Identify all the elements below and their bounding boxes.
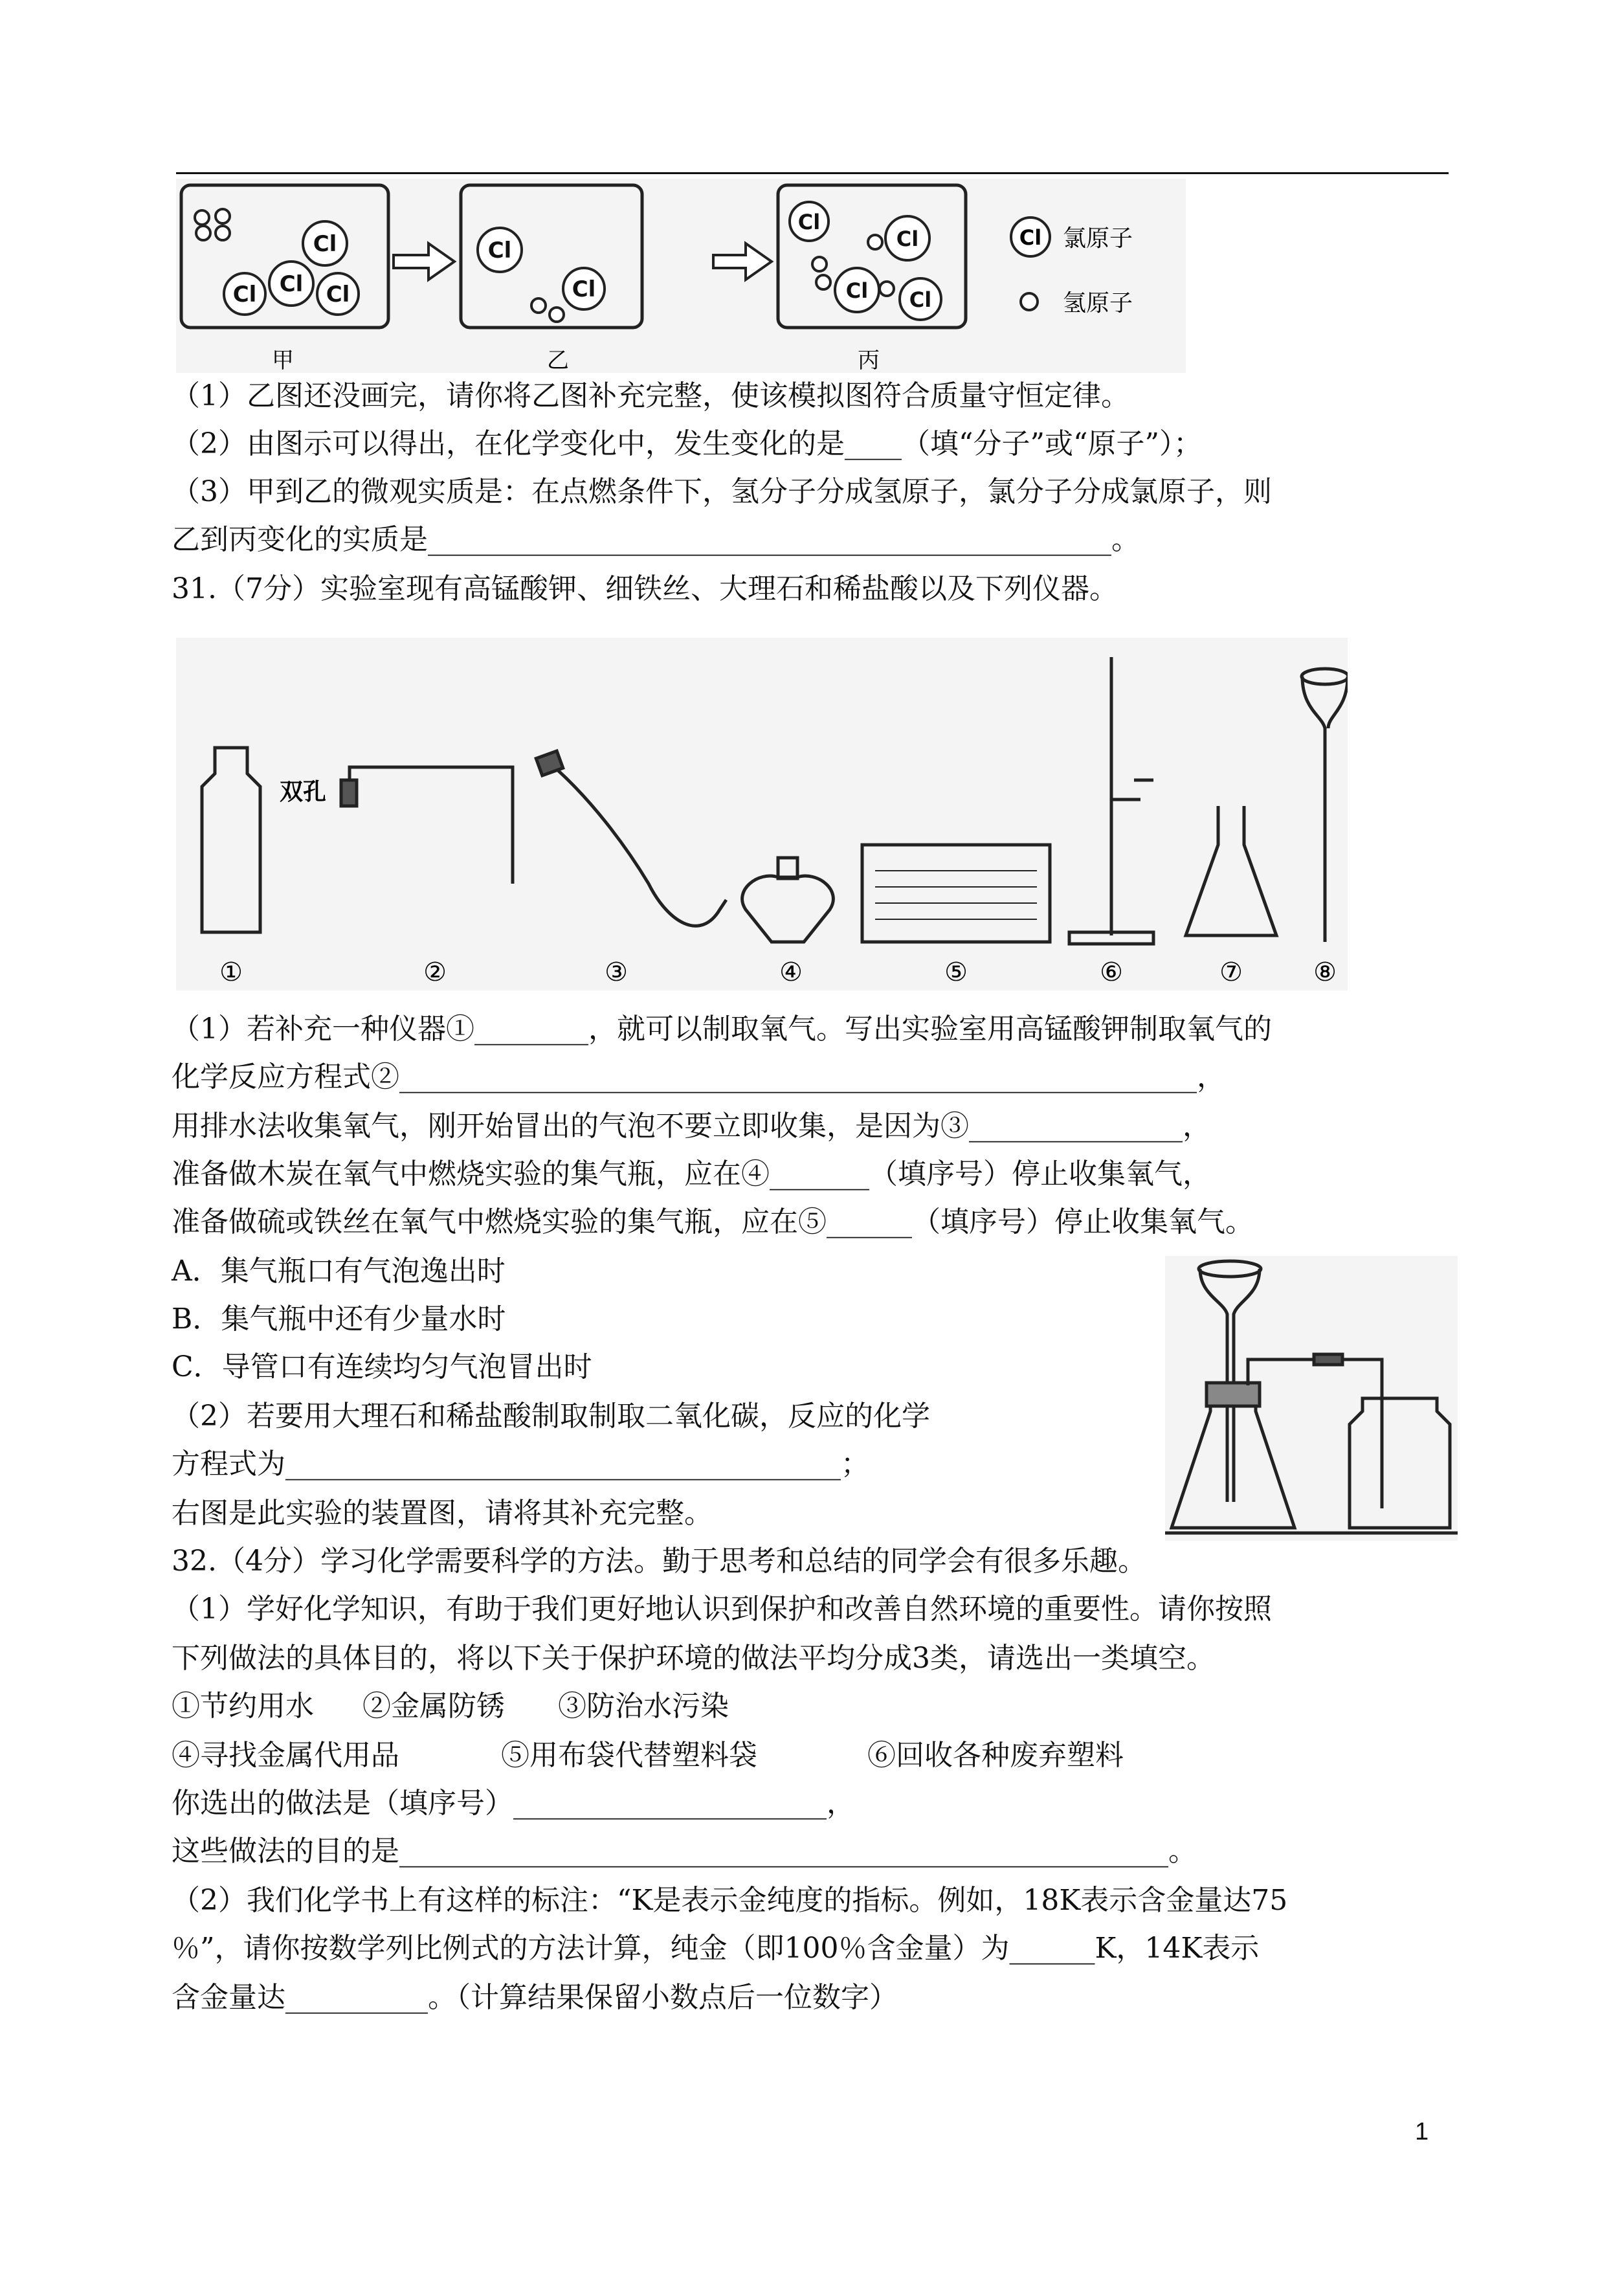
q30-part2: （2）由图示可以得出，在化学变化中，发生变化的是____（填“分子”或“原子”）； bbox=[172, 427, 1202, 460]
q31-part2-line3: 右图是此实验的装置图，请将其补充完整。 bbox=[172, 1497, 713, 1530]
cl-atom-label: Cl bbox=[232, 282, 257, 308]
page-number: 1 bbox=[1415, 2118, 1429, 2145]
legend-h-label: 氢原子 bbox=[1063, 290, 1133, 317]
header-rule bbox=[176, 172, 1449, 174]
q32-item-4: ④寻找金属代用品 bbox=[172, 1739, 399, 1772]
q32-part1-line4: 这些做法的目的是______________________________________________________。 bbox=[172, 1835, 1197, 1868]
apparatus-label: ③ bbox=[605, 957, 628, 987]
apparatus-label: ⑥ bbox=[1100, 957, 1123, 987]
lab-apparatus-figure bbox=[176, 638, 1348, 990]
cl-atom-label: Cl bbox=[909, 287, 932, 312]
q32-item-6: ⑥回收各种废弃塑料 bbox=[867, 1739, 1124, 1772]
q31-part1-line1: （1）若补充一种仪器①________，就可以制取氧气。写出实验室用高锰酸钾制取氧气的 bbox=[172, 1012, 1272, 1046]
q32-part2-line1: （2）我们化学书上有这样的标注：“K是表示金纯度的指标。例如，18K表示含金量达75 bbox=[172, 1884, 1288, 1917]
q32-item-2: ②金属防锈 bbox=[362, 1690, 505, 1723]
cl-atom-label: Cl bbox=[487, 238, 512, 263]
q31-option-b: B．集气瓶中还有少量水时 bbox=[172, 1303, 506, 1336]
cl-atom-label: Cl bbox=[572, 276, 596, 302]
cl-atom-label: Cl bbox=[279, 271, 304, 297]
co2-apparatus-figure bbox=[1165, 1256, 1458, 1541]
q31-part1-line3: 用排水法收集氧气，刚开始冒出的气泡不要立即收集，是因为③_______________， bbox=[172, 1110, 1211, 1143]
q30-part1: （1）乙图还没画完，请你将乙图补充完整，使该模拟图符合质量守恒定律。 bbox=[172, 379, 1129, 412]
molecule-model-figure bbox=[176, 179, 1186, 373]
q32-item-1: ①节约用水 bbox=[172, 1690, 314, 1723]
q31-option-a: A．集气瓶口有气泡逸出时 bbox=[172, 1255, 506, 1288]
q30-part3-line1: （3）甲到乙的微观实质是：在点燃条件下，氢分子分成氢原子，氯分子分成氯原子，则 bbox=[172, 475, 1272, 508]
legend-cl-symbol: Cl bbox=[1019, 225, 1042, 250]
q32-item-5: ⑤用布袋代替塑料袋 bbox=[501, 1739, 757, 1772]
apparatus-label: ④ bbox=[779, 957, 803, 987]
cl-atom-label: Cl bbox=[845, 278, 869, 303]
q32-title: 32.（4分）学习化学需要科学的方法。勤于思考和总结的同学会有很多乐趣。 bbox=[172, 1545, 1146, 1578]
q31-option-c: C．导管口有连续均匀气泡冒出时 bbox=[172, 1350, 592, 1383]
double-hole-stopper-label: 双孔 bbox=[280, 779, 327, 805]
cl-atom-label: Cl bbox=[326, 282, 350, 308]
cl-atom-label: Cl bbox=[797, 210, 821, 234]
q31-part1-line2: 化学反应方程式②________________________________________________________， bbox=[172, 1060, 1225, 1093]
panel-label-bing: 丙 bbox=[858, 348, 880, 373]
apparatus-label: ⑤ bbox=[944, 957, 968, 987]
cl-atom-label: Cl bbox=[313, 231, 337, 257]
q31-title: 31.（7分）实验室现有高锰酸钾、细铁丝、大理石和稀盐酸以及下列仪器。 bbox=[172, 572, 1118, 605]
apparatus-label: ② bbox=[423, 957, 447, 987]
q32-part1-line3: 你选出的做法是（填序号）______________________， bbox=[172, 1787, 855, 1820]
legend-cl-label: 氯原子 bbox=[1063, 225, 1133, 252]
panel-label-yi: 乙 bbox=[547, 348, 569, 373]
q32-part1-line1: （1）学好化学知识，有助于我们更好地认识到保护和改善自然环境的重要性。请你按照 bbox=[172, 1593, 1272, 1626]
q30-part3-line2: 乙到丙变化的实质是________________________________________________。 bbox=[172, 523, 1140, 556]
q32-item-3: ③防治水污染 bbox=[558, 1690, 729, 1723]
q31-part1-line4: 准备做木炭在氧气中燃烧实验的集气瓶，应在④_______（填序号）停止收集氧气， bbox=[172, 1158, 1211, 1191]
q31-part1-line5: 准备做硫或铁丝在氧气中燃烧实验的集气瓶，应在⑤______（填序号）停止收集氧气。 bbox=[172, 1205, 1254, 1238]
q32-part2-line2: ％”，请你按数学列比例式的方法计算，纯金（即100％含金量）为______K，14K表示 bbox=[172, 1932, 1260, 1965]
q32-part2-line3: 含金量达__________。（计算结果保留小数点后一位数字） bbox=[172, 1981, 898, 2014]
panel-label-jia: 甲 bbox=[272, 348, 294, 373]
q31-part2-line2: 方程式为_______________________________________； bbox=[172, 1448, 869, 1481]
cl-atom-label: Cl bbox=[896, 227, 919, 251]
q31-part2-line1: （2）若要用大理石和稀盐酸制取制取二氧化碳，反应的化学 bbox=[172, 1400, 930, 1433]
apparatus-label: ⑧ bbox=[1313, 957, 1337, 987]
apparatus-label: ⑦ bbox=[1219, 957, 1243, 987]
q32-part1-line2: 下列做法的具体目的，将以下关于保护环境的做法平均分成3类，请选出一类填空。 bbox=[172, 1642, 1215, 1675]
apparatus-label: ① bbox=[219, 957, 243, 987]
